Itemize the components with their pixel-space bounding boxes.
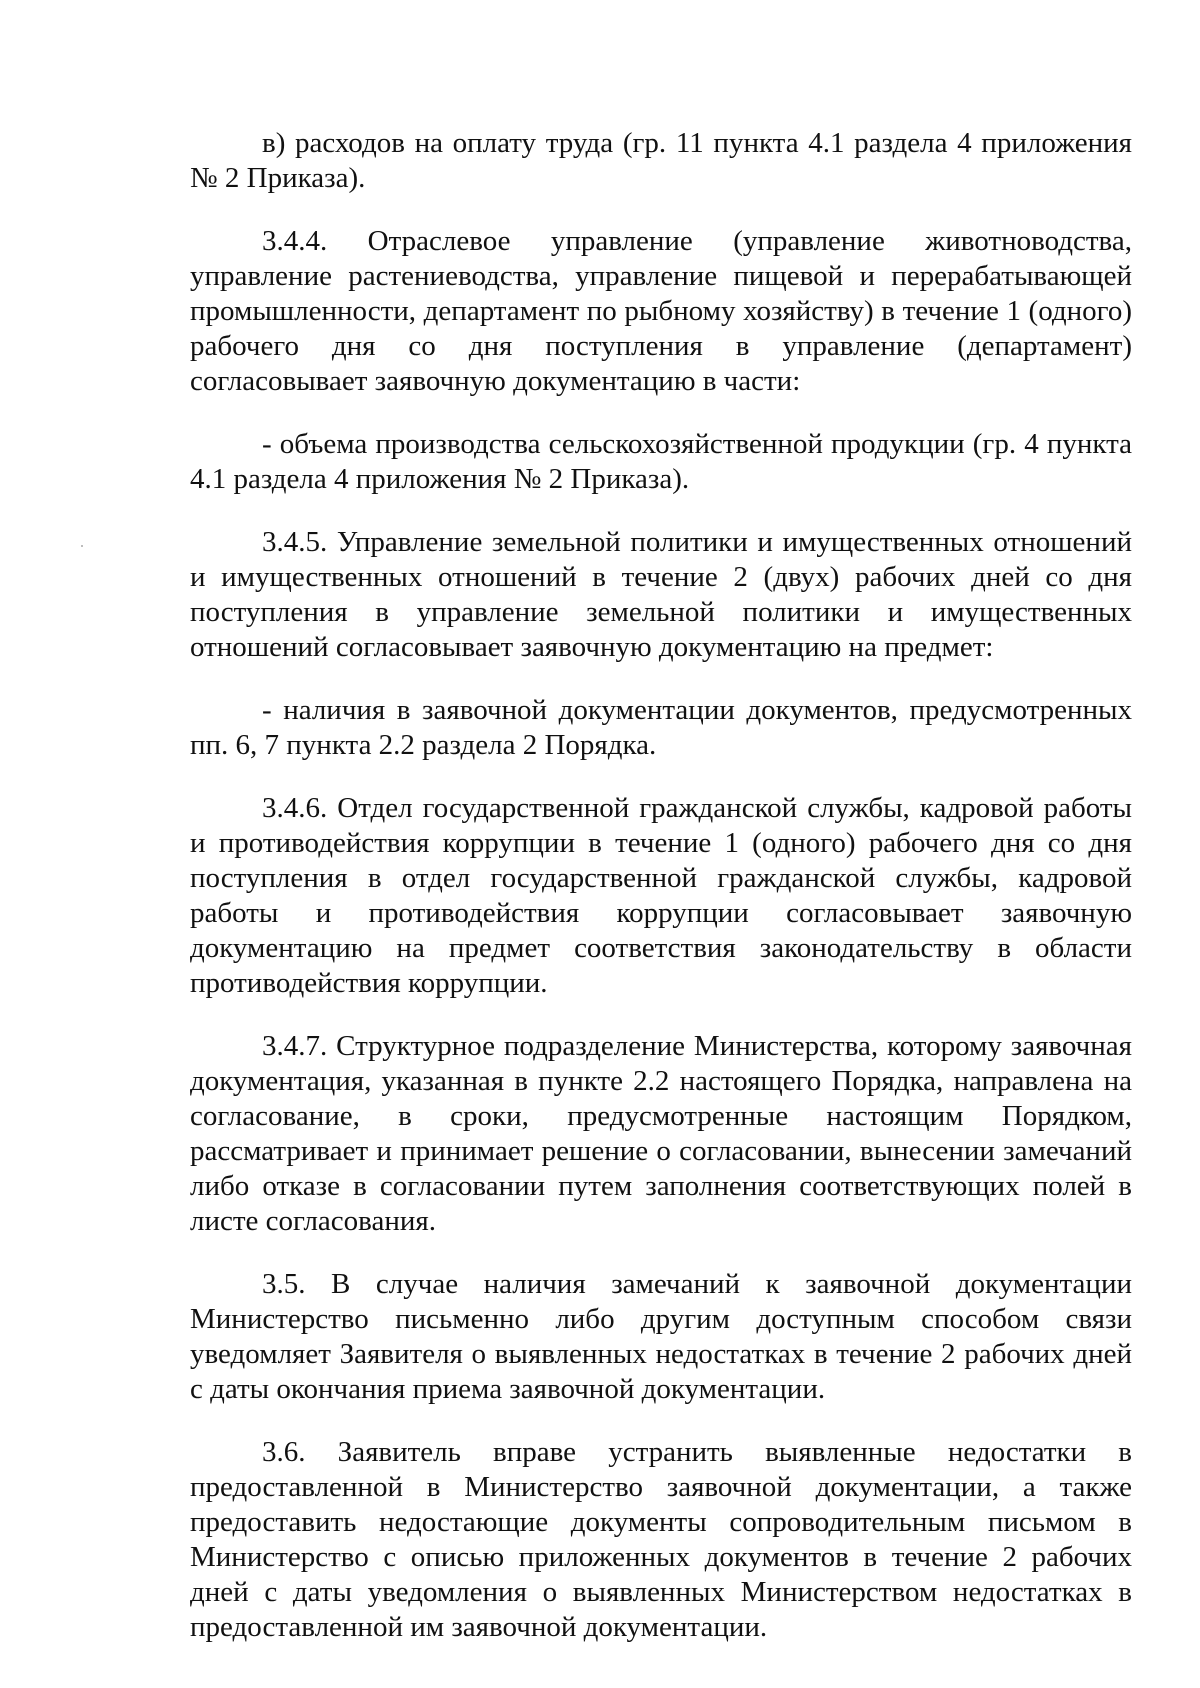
paragraph-3-6: 3.6. Заявитель вправе устранить выявленные недостатки в предоставленной в Министерство заявочной документации, а также предоставить недостающие документы сопроводительным письмом в Министерство с описью приложенных документов в течение 2 рабочих дней с даты уведомления о выявленных Министерством недостатках в предоставленной им заявочной документации. (190, 1436, 1132, 1643)
scan-speck (81, 545, 83, 547)
paragraph-3-4-5-item: - наличия в заявочной документации документов, предусмотренных пп. 6, 7 пункта 2.2 раздела 2 Порядка. (190, 694, 1132, 761)
paragraph-3-4-4-item: - объема производства сельскохозяйственной продукции (гр. 4 пункта 4.1 раздела 4 приложения № 2 Приказа). (190, 428, 1132, 495)
paragraph-3-4-7: 3.4.7. Структурное подразделение Министерства, которому заявочная документация, указанная в пункте 2.2 настоящего Порядка, направлена на согласование, в сроки, предусмотренные настоящим Порядком, рассматривает и принимает решение о согласовании, вынесении замечаний либо отказе в согласовании путем заполнения соответствующих полей в листе согласования. (190, 1030, 1132, 1237)
paragraph-3-4-4: 3.4.4. Отраслевое управление (управление животноводства, управление растениеводства, управление пищевой и перерабатывающей промышленности, департамент по рыбному хозяйству) в течение 1 (одного) рабочего дня со дня поступления в управление (департамент) согласовывает заявочную документацию в части: (190, 225, 1132, 397)
paragraph-3-5: 3.5. В случае наличия замечаний к заявочной документации Министерство письменно либо другим доступным способом связи уведомляет Заявителя о выявленных недостатках в течение 2 рабочих дней с даты окончания приема заявочной документации. (190, 1268, 1132, 1405)
paragraph-3-4-3-c: в) расходов на оплату труда (гр. 11 пункта 4.1 раздела 4 приложения № 2 Приказа). (190, 127, 1132, 194)
document-body (190, 126, 1132, 1645)
paragraph-3-4-6: 3.4.6. Отдел государственной гражданской службы, кадровой работы и противодействия коррупции в течение 1 (одного) рабочего дня со дня поступления в отдел государственной гражданской службы, кадровой работы и противодействия коррупции согласовывает заявочную документацию на предмет соответствия законодательству в области противодействия коррупции. (190, 792, 1132, 999)
paragraph-3-4-5: 3.4.5. Управление земельной политики и имущественных отношений и имущественных отношений в течение 2 (двух) рабочих дней со дня поступления в управление земельной политики и имущественных отношений согласовывает заявочную документацию на предмет: (190, 526, 1132, 663)
